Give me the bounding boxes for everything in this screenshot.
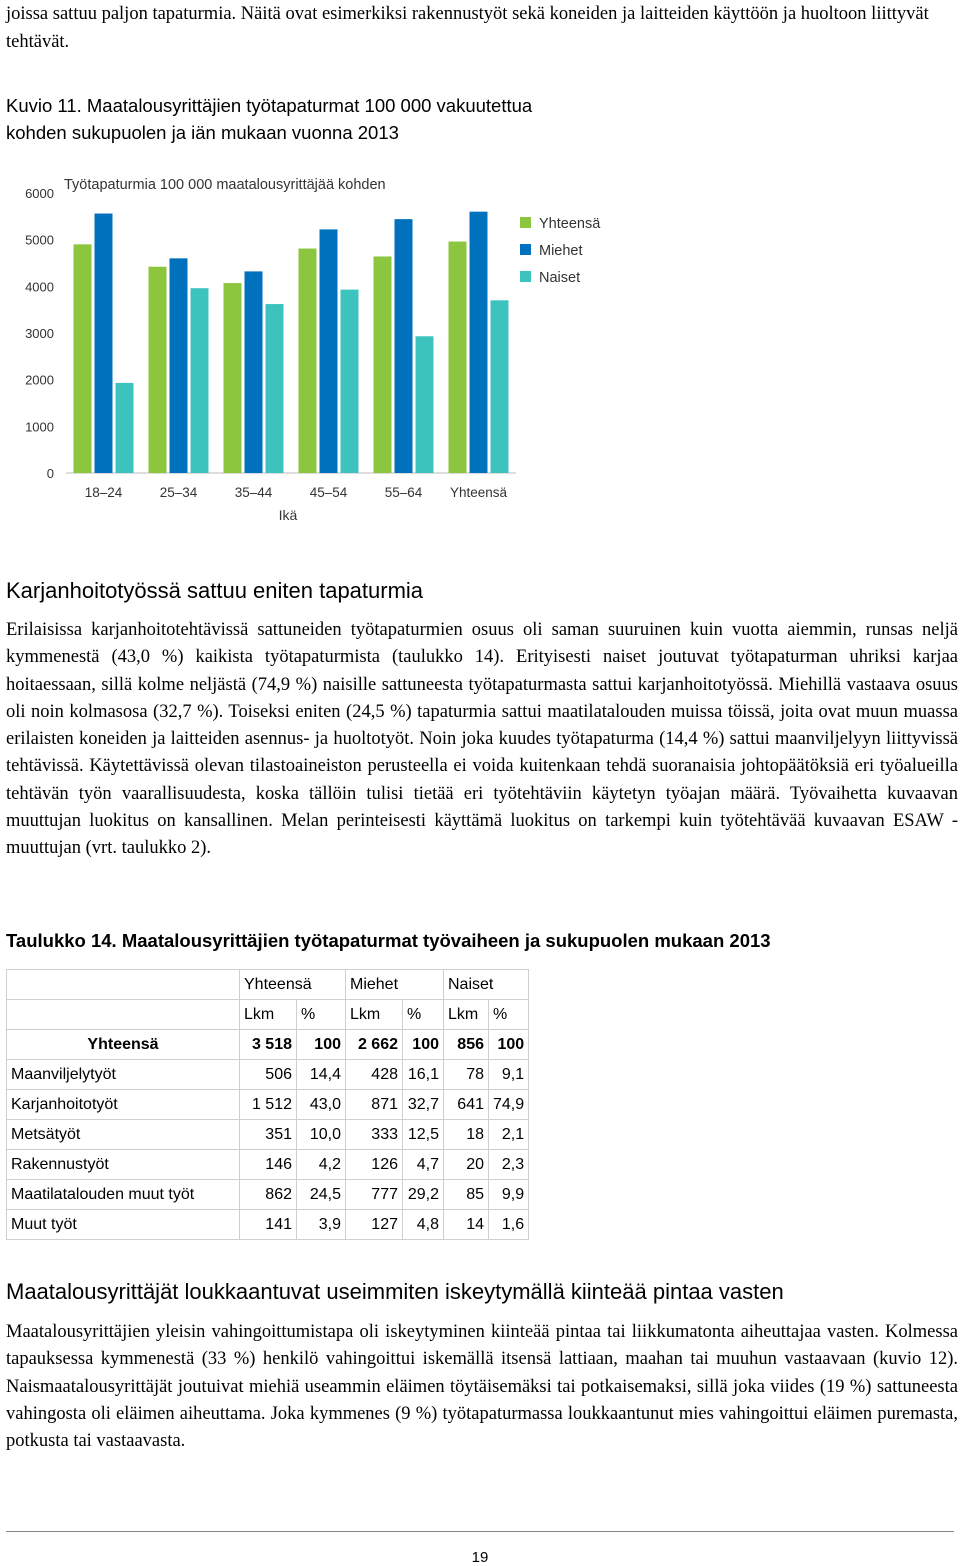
table-cell: 4,2: [297, 1150, 346, 1180]
section-heading-livestock: Karjanhoitotyössä sattuu eniten tapaturmia: [6, 578, 424, 603]
group-header-yhteensa: Yhteensä: [240, 970, 346, 1000]
table-cell: 14: [444, 1210, 489, 1240]
bar-yhteensä-0: [74, 244, 92, 473]
table-cell: 3,9: [297, 1210, 346, 1240]
table-cell: 1,6: [489, 1210, 529, 1240]
table-cell: 146: [240, 1150, 297, 1180]
legend-swatch-yhteensä: [520, 217, 531, 228]
x-tick-label: 45–54: [309, 485, 348, 500]
chart-legend: [520, 216, 601, 286]
table-cell: 9,9: [489, 1180, 529, 1210]
table-cell: 9,1: [489, 1060, 529, 1090]
table-cell: 4,8: [403, 1210, 444, 1240]
legend-label-naiset: Naiset: [539, 270, 581, 286]
figure-caption-line-2: kohden sukupuolen ja iän mukaan vuonna 2013: [6, 122, 399, 143]
table-cell: 18: [444, 1120, 489, 1150]
table-cell: 14,4: [297, 1060, 346, 1090]
bar-yhteensä-4: [374, 256, 392, 473]
bar-miehet-1: [170, 258, 188, 473]
y-tick-label: 1000: [25, 419, 54, 435]
x-tick-label: Yhteensä: [449, 485, 508, 500]
bar-chart-svg: [0, 168, 640, 528]
table-cell: 12,5: [403, 1120, 444, 1150]
table-cell: 871: [346, 1090, 403, 1120]
table-cell: 74,9: [489, 1090, 529, 1120]
table-cell: 10,0: [297, 1120, 346, 1150]
sub-header-cell: Lkm: [240, 1000, 297, 1030]
bar-miehet-3: [320, 229, 338, 473]
table-cell: 3 518: [240, 1030, 297, 1060]
table-row: [7, 1120, 529, 1150]
bar-naiset-1: [191, 288, 209, 473]
figure-caption-line-1: Kuvio 11. Maatalousyrittäjien työtapaturmat 100 000 vakuutettua: [6, 95, 533, 116]
section-paragraph-livestock: Erilaisissa karjanhoitotehtävissä sattuneiden työtapaturmien osuus oli saman suuruinen kuin vuotta aiemmin, runsas neljä kymmenestä (43,0 %) kaikista työtapaturmista (taulukko 14). Erityisesti naiset joutuvat työtapaturman uhriksi karjaa hoitaessaan, sillä kolme neljästä (74,9 %) naisille sattuneesta työtapaturmasta sattui karjanhoitotyössä. Miehillä vastaava osuus oli noin kolmasosa (32,7 %). Toiseksi eniten (24,5 %) tapaturmia sattui maatilatalouden muissa töissä, joita ovat muun muassa erilaisten koneiden ja laitteiden asennus- ja huoltotyöt. Noin joka kuudes työtapaturma (14,4 %) sattui maanviljelyyn liittyvissä tehtävissä. Käytettävissä olevan tilastoaineiston perusteella ei voida kuitenkaan tehdä suoranaisia johtopäätöksiä eri työalueilla tehtävän työn vaarallisuudesta, koska tällöin tulisi tietää eri työtehtäviin käytetyn työajan määrä. Työvaihetta kuvaavan muuttujan luokitus on kansallinen. Melan perinteisesti käyttämä luokitus on tarkempi kuin työtehtävää kuvaavan ESAW -muuttujan (vrt. taulukko 2).: [6, 620, 958, 859]
sub-header-cell: Lkm: [346, 1000, 403, 1030]
table-cell: 100: [403, 1030, 444, 1060]
sub-header-cell: %: [403, 1000, 444, 1030]
row-label: Metsätyöt: [7, 1120, 240, 1150]
bar-yhteensä-5: [449, 242, 467, 473]
table-group-header-row: [7, 970, 529, 1000]
bars: [74, 212, 509, 473]
table-row: [7, 1090, 529, 1120]
bar-yhteensä-1: [149, 267, 167, 473]
row-label: Muut työt: [7, 1210, 240, 1240]
table-cell: 43,0: [297, 1090, 346, 1120]
table-cell: 2 662: [346, 1030, 403, 1060]
table-cell: 78: [444, 1060, 489, 1090]
table-row: [7, 1210, 529, 1240]
bar-naiset-5: [491, 300, 509, 473]
bar-chart: [0, 168, 640, 528]
row-label: Karjanhoitotyöt: [7, 1090, 240, 1120]
table-cell: 862: [240, 1180, 297, 1210]
table-cell: 85: [444, 1180, 489, 1210]
legend-label-yhteensä: Yhteensä: [539, 216, 601, 232]
table-caption-prefix: Taulukko 14.: [6, 930, 117, 951]
table-cell: 428: [346, 1060, 403, 1090]
figure-caption: [6, 92, 706, 146]
legend-swatch-miehet: [520, 244, 531, 255]
table-cell: 29,2: [403, 1180, 444, 1210]
table-cell: 333: [346, 1120, 403, 1150]
legend-swatch-naiset: [520, 271, 531, 282]
bar-yhteensä-2: [224, 283, 242, 473]
y-tick-label: 0: [46, 466, 54, 481]
table-corner-cell-2: [7, 1000, 240, 1030]
table-cell: 100: [297, 1030, 346, 1060]
table-row: [7, 1180, 529, 1210]
data-table: [6, 969, 529, 1240]
table-cell: 641: [444, 1090, 489, 1120]
section-heading-impact: Maatalousyrittäjät loukkaantuvat useimmiten iskeytymällä kiinteää pintaa vasten: [6, 1279, 784, 1304]
table-cell: 2,1: [489, 1120, 529, 1150]
x-axis-ticks: [85, 485, 508, 500]
bar-miehet-2: [245, 271, 263, 473]
sub-header-cell: %: [489, 1000, 529, 1030]
y-tick-label: 3000: [25, 326, 54, 341]
x-tick-label: 18–24: [84, 485, 123, 500]
table-total-row: [7, 1030, 529, 1060]
x-tick-label: 55–64: [384, 485, 423, 500]
group-header-naiset: Naiset: [444, 970, 529, 1000]
table-cell: 141: [240, 1210, 297, 1240]
bar-miehet-5: [470, 212, 488, 473]
x-tick-label: 25–34: [159, 485, 198, 500]
table-cell: 127: [346, 1210, 403, 1240]
table-row: [7, 1060, 529, 1090]
y-tick-label: 6000: [25, 186, 54, 201]
footer-divider: [6, 1531, 954, 1532]
row-label: Maatilatalouden muut työt: [7, 1180, 240, 1210]
chart-x-label: Ikä: [278, 507, 298, 523]
bar-miehet-4: [395, 219, 413, 473]
table-cell: 20: [444, 1150, 489, 1180]
y-tick-label: 2000: [25, 372, 54, 388]
table-cell: 351: [240, 1120, 297, 1150]
table-cell: 1 512: [240, 1090, 297, 1120]
bar-naiset-0: [116, 383, 134, 473]
bar-naiset-2: [266, 304, 284, 473]
table-cell: 506: [240, 1060, 297, 1090]
bar-miehet-0: [95, 214, 113, 473]
table-cell: 100: [489, 1030, 529, 1060]
table-cell: 32,7: [403, 1090, 444, 1120]
row-label: Rakennustyöt: [7, 1150, 240, 1180]
page-number: 19: [471, 1549, 489, 1566]
table-cell: 24,5: [297, 1180, 346, 1210]
table-cell: 777: [346, 1180, 403, 1210]
intro-paragraph: joissa sattuu paljon tapaturmia. Näitä ovat esimerkiksi rakennustyöt sekä koneiden ja laitteiden käyttöön ja huoltoon liittyvät tehtävät.: [6, 4, 929, 52]
chart-title: Työtapaturmia 100 000 maatalousyrittäjää kohden: [64, 177, 386, 193]
table-cell: 4,7: [403, 1150, 444, 1180]
table-caption-text: Maatalousyrittäjien työtapaturmat työvaiheen ja sukupuolen mukaan 2013: [121, 930, 771, 951]
bar-yhteensä-3: [299, 249, 317, 473]
table-cell: 16,1: [403, 1060, 444, 1090]
legend-label-miehet: Miehet: [539, 243, 583, 259]
bar-naiset-4: [416, 336, 434, 473]
table-caption: [6, 930, 771, 952]
table-cell: 126: [346, 1150, 403, 1180]
sub-header-cell: %: [297, 1000, 346, 1030]
y-tick-label: 5000: [25, 232, 54, 248]
row-label: Yhteensä: [7, 1030, 240, 1060]
row-label: Maanviljelytyöt: [7, 1060, 240, 1090]
table-sub-header-row: [7, 1000, 529, 1030]
table-corner-cell: [7, 970, 240, 1000]
table-row: [7, 1150, 529, 1180]
group-header-miehet: Miehet: [346, 970, 444, 1000]
table-cell: 2,3: [489, 1150, 529, 1180]
y-tick-label: 4000: [25, 279, 54, 295]
x-tick-label: 35–44: [234, 485, 273, 500]
bar-naiset-3: [341, 290, 359, 473]
y-axis-ticks: [25, 186, 54, 481]
sub-header-cell: Lkm: [444, 1000, 489, 1030]
table-cell: 856: [444, 1030, 489, 1060]
section-paragraph-impact: Maatalousyrittäjien yleisin vahingoittumistapa oli iskeytyminen kiinteää pintaa tai liikkumatonta aiheuttajaa vasten. Kolmessa tapauksessa kymmenestä (33 %) henkilö vahingoittui iskemällä itsensä lattiaan, maahan tai muuhun vastaavaan (kuvio 12). Naismaatalousyrittäjät joutuivat miehiä useammin eläimen töytäisemäksi tai potkaisemaksi, sillä joka viides (19 %) sattuneesta vahingosta oli eläimen aiheuttama. Joka kymmenes (9 %) työtapaturmassa loukkaantunut mies vahingoittui eläimen puremasta, potkusta tai vastaavasta.: [6, 1322, 958, 1452]
